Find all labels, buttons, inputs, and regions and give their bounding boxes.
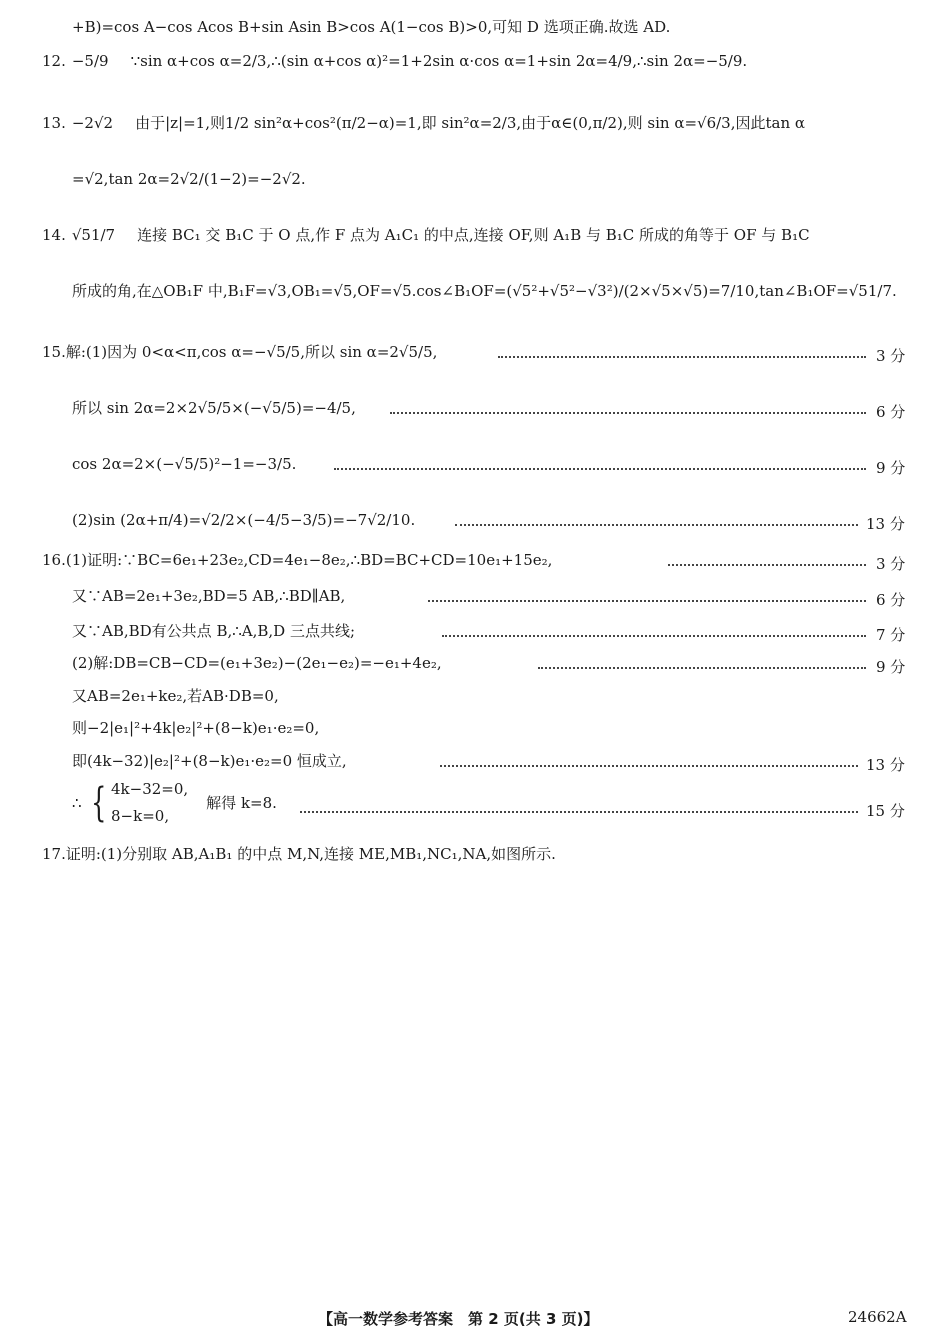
q15-step-4: (2)sin (2α+π/4)=√2/2×(−4/5−3/5)=−7√2/10. <box>72 511 416 529</box>
q16-line-2 <box>72 589 345 604</box>
q13-line-a <box>42 116 805 131</box>
q15-score-3: 9 分 <box>876 459 906 477</box>
equation-system <box>86 782 189 824</box>
q11-tail-line <box>72 20 670 35</box>
q16-score-1: 3 分 <box>876 555 906 573</box>
q16-line-5 <box>72 689 279 704</box>
q16-line-3 <box>72 624 355 639</box>
q14-solution-a: 连接 BC₁ 交 B₁C 于 O 点,作 F 点为 A₁C₁ 的中点,连接 OF,则 A₁B 与 B₁C 所成的角等于 OF 与 B₁C <box>137 226 810 244</box>
therefore-symbol: ∴ <box>72 793 82 812</box>
q13-number: 13. <box>42 114 66 132</box>
q15-line-1 <box>42 345 437 360</box>
q16-line-6 <box>72 721 319 736</box>
dot-leader <box>455 524 858 526</box>
q14-line-b <box>72 284 897 299</box>
q16-score-2: 6 分 <box>876 591 906 609</box>
q15-score-4: 13 分 <box>866 515 905 533</box>
dot-leader <box>538 667 866 669</box>
q13-answer: −2√2 <box>71 114 114 132</box>
equation-rows <box>111 782 188 824</box>
q15-step-2: 所以 sin 2α=2×2√5/5×(−√5/5)=−4/5, <box>72 399 356 417</box>
equation-row-1: 4k−32=0, <box>111 780 189 798</box>
q16-line-7 <box>72 754 347 769</box>
q12-line <box>42 54 747 69</box>
dot-leader <box>668 564 866 566</box>
dot-leader <box>300 811 858 813</box>
q16-score-4: 9 分 <box>876 658 906 676</box>
q16-step-2: 又∵AB=2e₁+3e₂,BD=5 AB,∴BD∥AB, <box>72 587 346 605</box>
dot-leader <box>334 468 866 470</box>
q16-step-5: 又AB=2e₁+ke₂,若AB·DB=0, <box>72 687 279 705</box>
q17-step-1: 17.证明:(1)分别取 AB,A₁B₁ 的中点 M,N,连接 ME,MB₁,NC₁,NA,如图所示. <box>42 845 556 863</box>
q15-score-1: 3 分 <box>876 347 906 365</box>
q16-step-3: 又∵AB,BD有公共点 B,∴A,B,D 三点共线; <box>72 622 356 640</box>
q13-line-b <box>72 172 306 187</box>
q16-line-1 <box>42 553 552 568</box>
q13-solution-b: =√2,tan 2α=2√2/(1−2)=−2√2. <box>72 170 306 188</box>
dot-leader <box>428 600 866 602</box>
q15-step-3: cos 2α=2×(−√5/5)²−1=−3/5. <box>72 455 297 473</box>
q16-step-6: 则−2|e₁|²+4k|e₂|²+(8−k)e₁·e₂=0, <box>72 719 320 737</box>
q15-score-2: 6 分 <box>876 403 906 421</box>
footer-title: 【高一数学参考答案 第 2 页(共 3 页)】 <box>318 1310 599 1328</box>
q15-line-2 <box>72 401 356 416</box>
q16-step-7: 即(4k−32)|e₂|²+(8−k)e₁·e₂=0 恒成立, <box>72 752 347 770</box>
q14-number: 14. <box>42 226 66 244</box>
dot-leader <box>442 635 866 637</box>
q14-line-a <box>42 228 810 243</box>
q15-line-4 <box>72 513 415 528</box>
q16-step-1: 16.(1)证明:∵BC=6e₁+23e₂,CD=4e₁−8e₂,∴BD=BC+CD=10e₁+15e₂, <box>42 551 553 569</box>
q16-line-4 <box>72 656 442 671</box>
q17-line-1 <box>42 847 556 862</box>
equation-row-2: 8−k=0, <box>111 807 170 825</box>
left-brace: { <box>90 780 106 826</box>
q13-solution-a: 由于|z|=1,则1/2 sin²α+cos²(π/2−α)=1,即 sin²α=2/3,由于α∈(0,π/2),则 sin α=√6/3,因此tan α <box>135 114 806 132</box>
q14-answer: √51/7 <box>71 226 116 244</box>
q15-step-1: 15.解:(1)因为 0<α<π,cos α=−√5/5,所以 sin α=2√5/5, <box>42 343 438 361</box>
q16-conclusion: 解得 k=8. <box>206 793 277 812</box>
q16-line-8 <box>72 782 277 824</box>
q14-solution-b: 所成的角,在△OB₁F 中,B₁F=√3,OB₁=√5,OF=√5.cos∠B₁OF=(√5²+√5²−√3²)/(2×√5×√5)=7/10,tan∠B₁OF=√51/7. <box>72 282 897 300</box>
q12-number: 12. <box>42 52 66 70</box>
q12-answer: −5/9 <box>71 52 109 70</box>
q16-step-4: (2)解:DB=CB−CD=(e₁+3e₂)−(2e₁−e₂)=−e₁+4e₂, <box>72 654 442 672</box>
q15-line-3 <box>72 457 296 472</box>
q12-solution: ∵sin α+cos α=2/3,∴(sin α+cos α)²=1+2sin α·cos α=1+sin 2α=4/9,∴sin 2α=−5/9. <box>130 52 748 70</box>
dot-leader <box>390 412 866 414</box>
footer-code: 24662A <box>848 1308 907 1326</box>
dot-leader <box>498 356 866 358</box>
dot-leader <box>440 765 858 767</box>
q11-tail-text: +B)=cos A−cos Acos B+sin Asin B>cos A(1−cos B)>0,可知 D 选项正确.故选 AD. <box>72 18 671 36</box>
q16-score-7: 13 分 <box>866 756 905 774</box>
q16-score-3: 7 分 <box>876 626 906 644</box>
q16-score-8: 15 分 <box>866 802 905 820</box>
